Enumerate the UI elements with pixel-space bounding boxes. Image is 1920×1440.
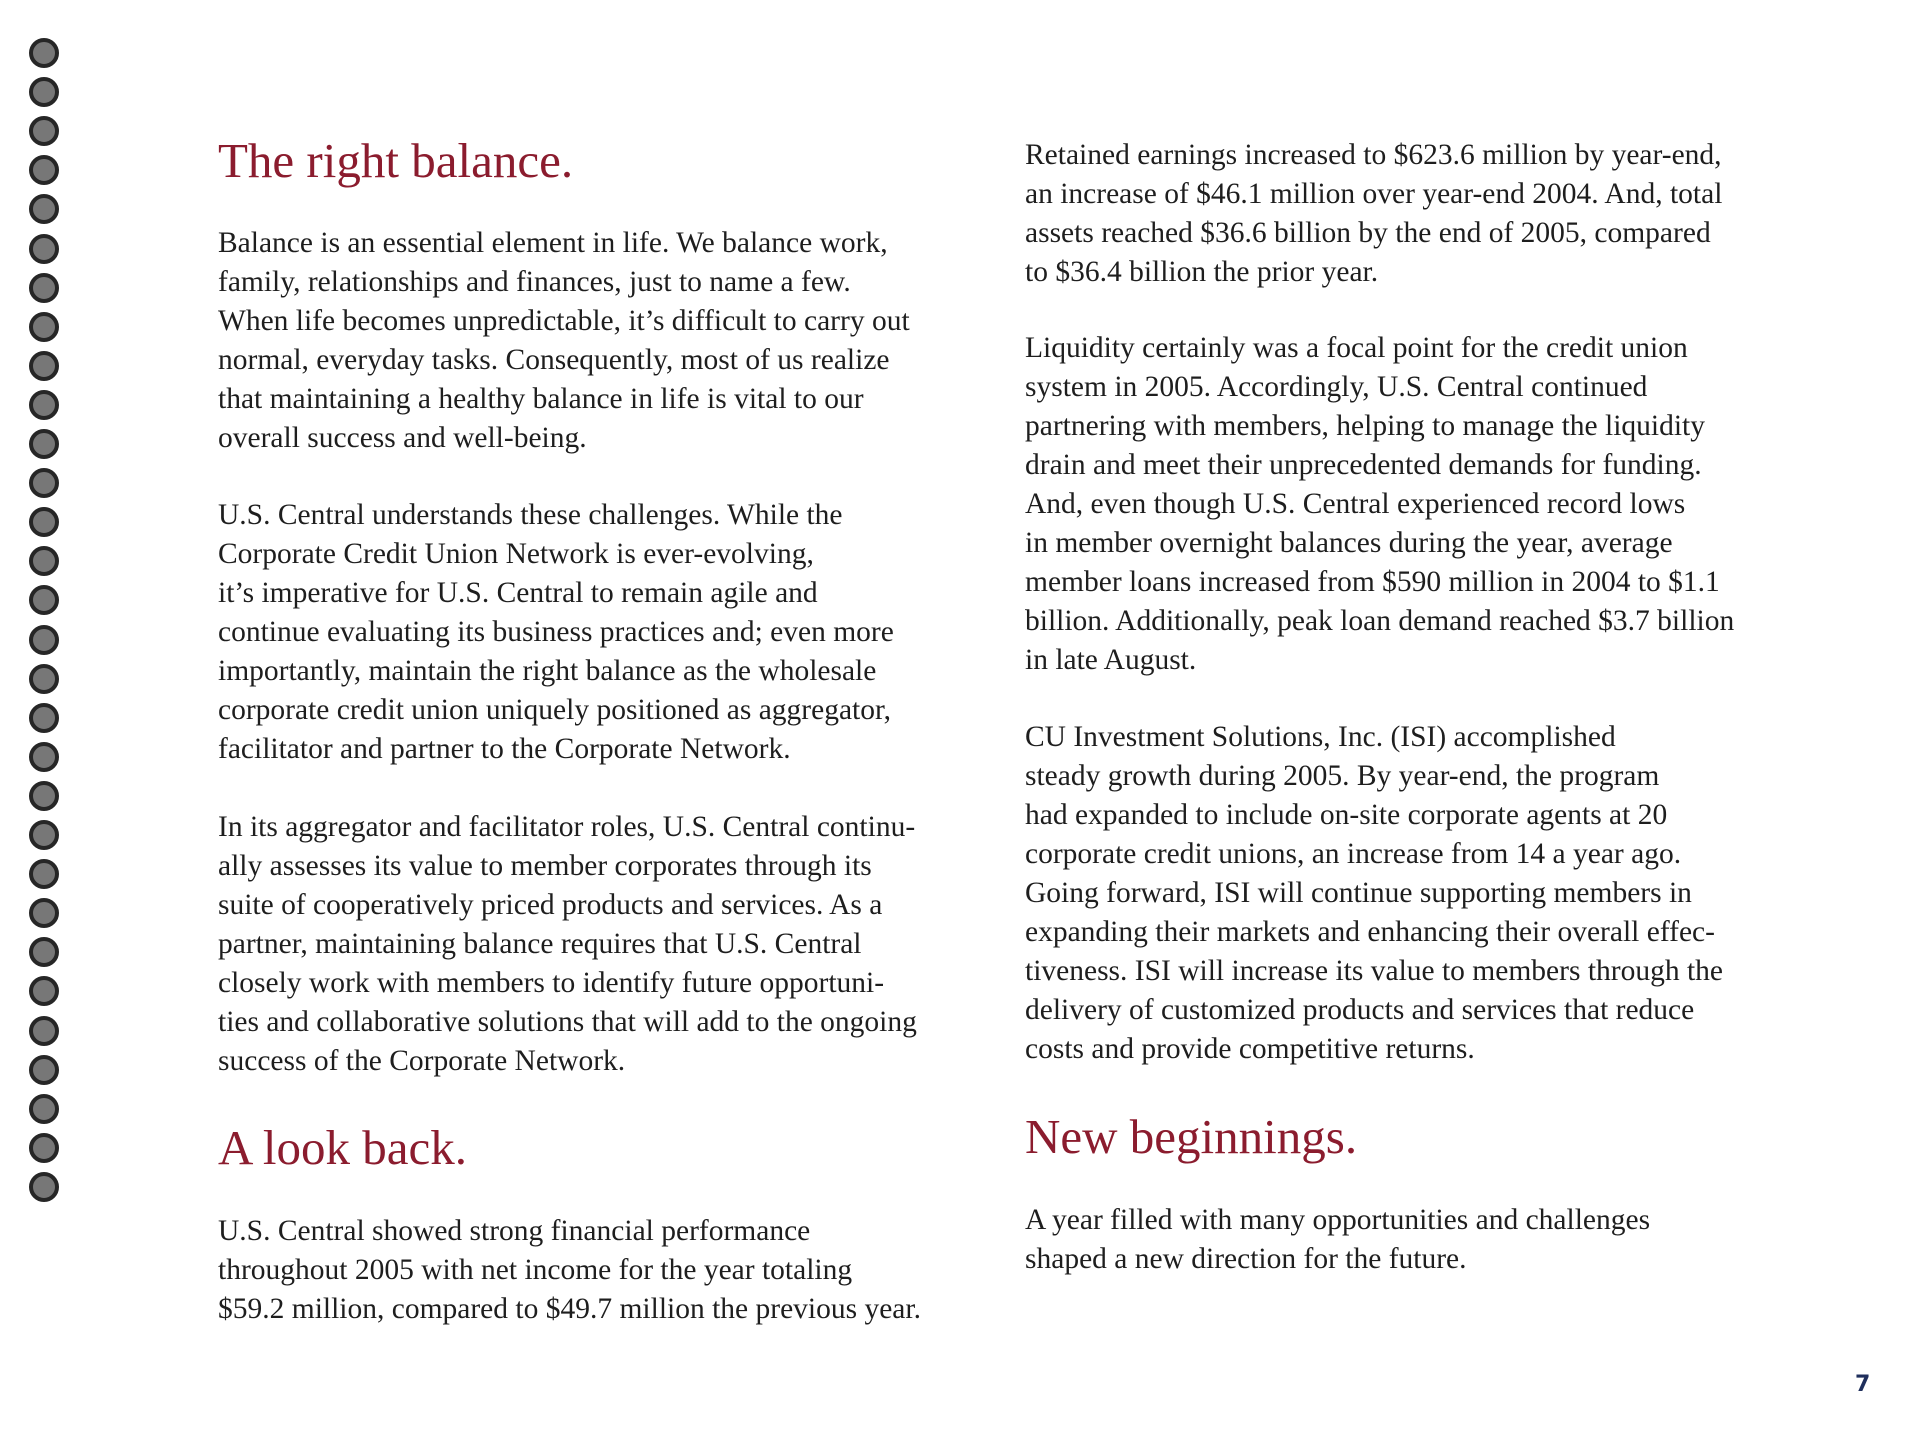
spiral-binding-ring-icon — [29, 1172, 59, 1202]
spiral-binding-ring-icon — [29, 703, 59, 733]
text-line: continue evaluating its business practices and; even more — [218, 616, 894, 648]
text-line: to $36.4 billion the prior year. — [1025, 256, 1379, 288]
text-line: expanding their markets and enhancing their overall effec- — [1025, 916, 1715, 948]
spiral-binding-ring-icon — [29, 585, 59, 615]
text-line: closely work with members to identify future opportuni- — [218, 967, 885, 999]
text-line: system in 2005. Accordingly, U.S. Central continued — [1025, 371, 1648, 403]
text-line: assets reached $36.6 billion by the end of 2005, compared — [1025, 217, 1711, 249]
text-line: delivery of customized products and services that reduce — [1025, 994, 1695, 1026]
text-line: costs and provide competitive returns. — [1025, 1033, 1475, 1065]
spiral-binding-ring-icon — [29, 976, 59, 1006]
text-line: Retained earnings increased to $623.6 million by year-end, — [1025, 139, 1722, 171]
paragraph-isi — [1025, 718, 1723, 1069]
heading-look-back: A look back. — [218, 1120, 468, 1175]
text-line: in late August. — [1025, 644, 1197, 676]
text-line: steady growth during 2005. By year-end, the program — [1025, 760, 1660, 792]
spiral-binding-ring-icon — [29, 1094, 59, 1124]
heading-new-beginnings: New beginnings. — [1025, 1109, 1358, 1164]
text-line: importantly, maintain the right balance as the wholesale — [218, 655, 877, 687]
text-line: When life becomes unpredictable, it’s difficult to carry out — [218, 305, 910, 337]
text-line: success of the Corporate Network. — [218, 1045, 626, 1077]
spiral-binding-ring-icon — [29, 312, 59, 342]
spiral-binding-ring-icon — [29, 194, 59, 224]
paragraph-balance-intro — [218, 224, 910, 458]
spiral-binding-ring-icon — [29, 390, 59, 420]
spiral-binding-ring-icon — [29, 859, 59, 889]
spiral-binding-ring-icon — [29, 1133, 59, 1163]
paragraph-liquidity — [1025, 329, 1734, 680]
heading-right-balance: The right balance. — [218, 133, 574, 188]
spiral-binding-ring-icon — [29, 1016, 59, 1046]
spiral-binding-ring-icon — [29, 937, 59, 967]
spiral-binding-ring-icon — [29, 781, 59, 811]
text-line: member loans increased from $590 million in 2004 to $1.1 — [1025, 566, 1720, 598]
text-line: U.S. Central understands these challenges. While the — [218, 499, 843, 531]
paragraph-new-direction — [1025, 1201, 1650, 1279]
paragraph-retained-earnings — [1025, 136, 1722, 292]
spiral-binding-ring-icon — [29, 116, 59, 146]
text-line: suite of cooperatively priced products and services. As a — [218, 889, 883, 921]
text-line: Going forward, ISI will continue supporting members in — [1025, 877, 1692, 909]
spiral-binding-ring-icon — [29, 664, 59, 694]
spiral-binding-ring-icon — [29, 273, 59, 303]
text-line: normal, everyday tasks. Consequently, most of us realize — [218, 344, 890, 376]
spiral-binding-ring-icon — [29, 742, 59, 772]
text-line: ties and collaborative solutions that will add to the ongoing — [218, 1006, 917, 1038]
spiral-binding-ring-icon — [29, 820, 59, 850]
spiral-binding-ring-icon — [29, 77, 59, 107]
spiral-binding-ring-icon — [29, 234, 59, 264]
paragraph-aggregator-roles — [218, 808, 917, 1081]
text-line: And, even though U.S. Central experienced record lows — [1025, 488, 1686, 520]
spiral-binding-ring-icon — [29, 546, 59, 576]
paragraph-us-central-challenges — [218, 496, 894, 769]
text-line: ally assesses its value to member corporates through its — [218, 850, 872, 882]
spiral-binding-ring-icon — [29, 429, 59, 459]
text-line: that maintaining a healthy balance in life is vital to our — [218, 383, 864, 415]
spiral-binding-ring-icon — [29, 898, 59, 928]
spiral-binding — [29, 38, 61, 1438]
text-line: Balance is an essential element in life. We balance work, — [218, 227, 888, 259]
text-line: had expanded to include on-site corporate agents at 20 — [1025, 799, 1668, 831]
text-line: it’s imperative for U.S. Central to remain agile and — [218, 577, 818, 609]
text-line: corporate credit union uniquely positioned as aggregator, — [218, 694, 892, 726]
spiral-binding-ring-icon — [29, 38, 59, 68]
text-line: an increase of $46.1 million over year-end 2004. And, total — [1025, 178, 1723, 210]
text-line: overall success and well-being. — [218, 422, 587, 454]
text-line: tiveness. ISI will increase its value to members through the — [1025, 955, 1724, 987]
page-number: 7 — [1855, 1372, 1871, 1397]
text-line: Corporate Credit Union Network is ever-evolving, — [218, 538, 814, 570]
text-line: $59.2 million, compared to $49.7 million the previous year. — [218, 1293, 921, 1325]
text-line: drain and meet their unprecedented demands for funding. — [1025, 449, 1702, 481]
spiral-binding-ring-icon — [29, 625, 59, 655]
text-line: corporate credit unions, an increase from 14 a year ago. — [1025, 838, 1682, 870]
paragraph-financial-performance — [218, 1212, 921, 1329]
text-line: shaped a new direction for the future. — [1025, 1243, 1467, 1275]
text-line: partner, maintaining balance requires that U.S. Central — [218, 928, 862, 960]
text-line: in member overnight balances during the year, average — [1025, 527, 1673, 559]
spiral-binding-ring-icon — [29, 351, 59, 381]
spiral-binding-ring-icon — [29, 468, 59, 498]
spiral-binding-ring-icon — [29, 1055, 59, 1085]
text-line: family, relationships and finances, just to name a few. — [218, 266, 851, 298]
text-line: billion. Additionally, peak loan demand reached $3.7 billion — [1025, 605, 1735, 637]
text-line: In its aggregator and facilitator roles, U.S. Central continu- — [218, 811, 916, 843]
text-line: throughout 2005 with net income for the year totaling — [218, 1254, 853, 1286]
text-line: A year filled with many opportunities and challenges — [1025, 1204, 1651, 1236]
text-line: Liquidity certainly was a focal point for the credit union — [1025, 332, 1688, 364]
spiral-binding-ring-icon — [29, 507, 59, 537]
text-line: CU Investment Solutions, Inc. (ISI) accomplished — [1025, 721, 1616, 753]
text-line: partnering with members, helping to manage the liquidity — [1025, 410, 1705, 442]
spiral-binding-ring-icon — [29, 155, 59, 185]
text-line: facilitator and partner to the Corporate Network. — [218, 733, 791, 765]
text-line: U.S. Central showed strong financial performance — [218, 1215, 811, 1247]
